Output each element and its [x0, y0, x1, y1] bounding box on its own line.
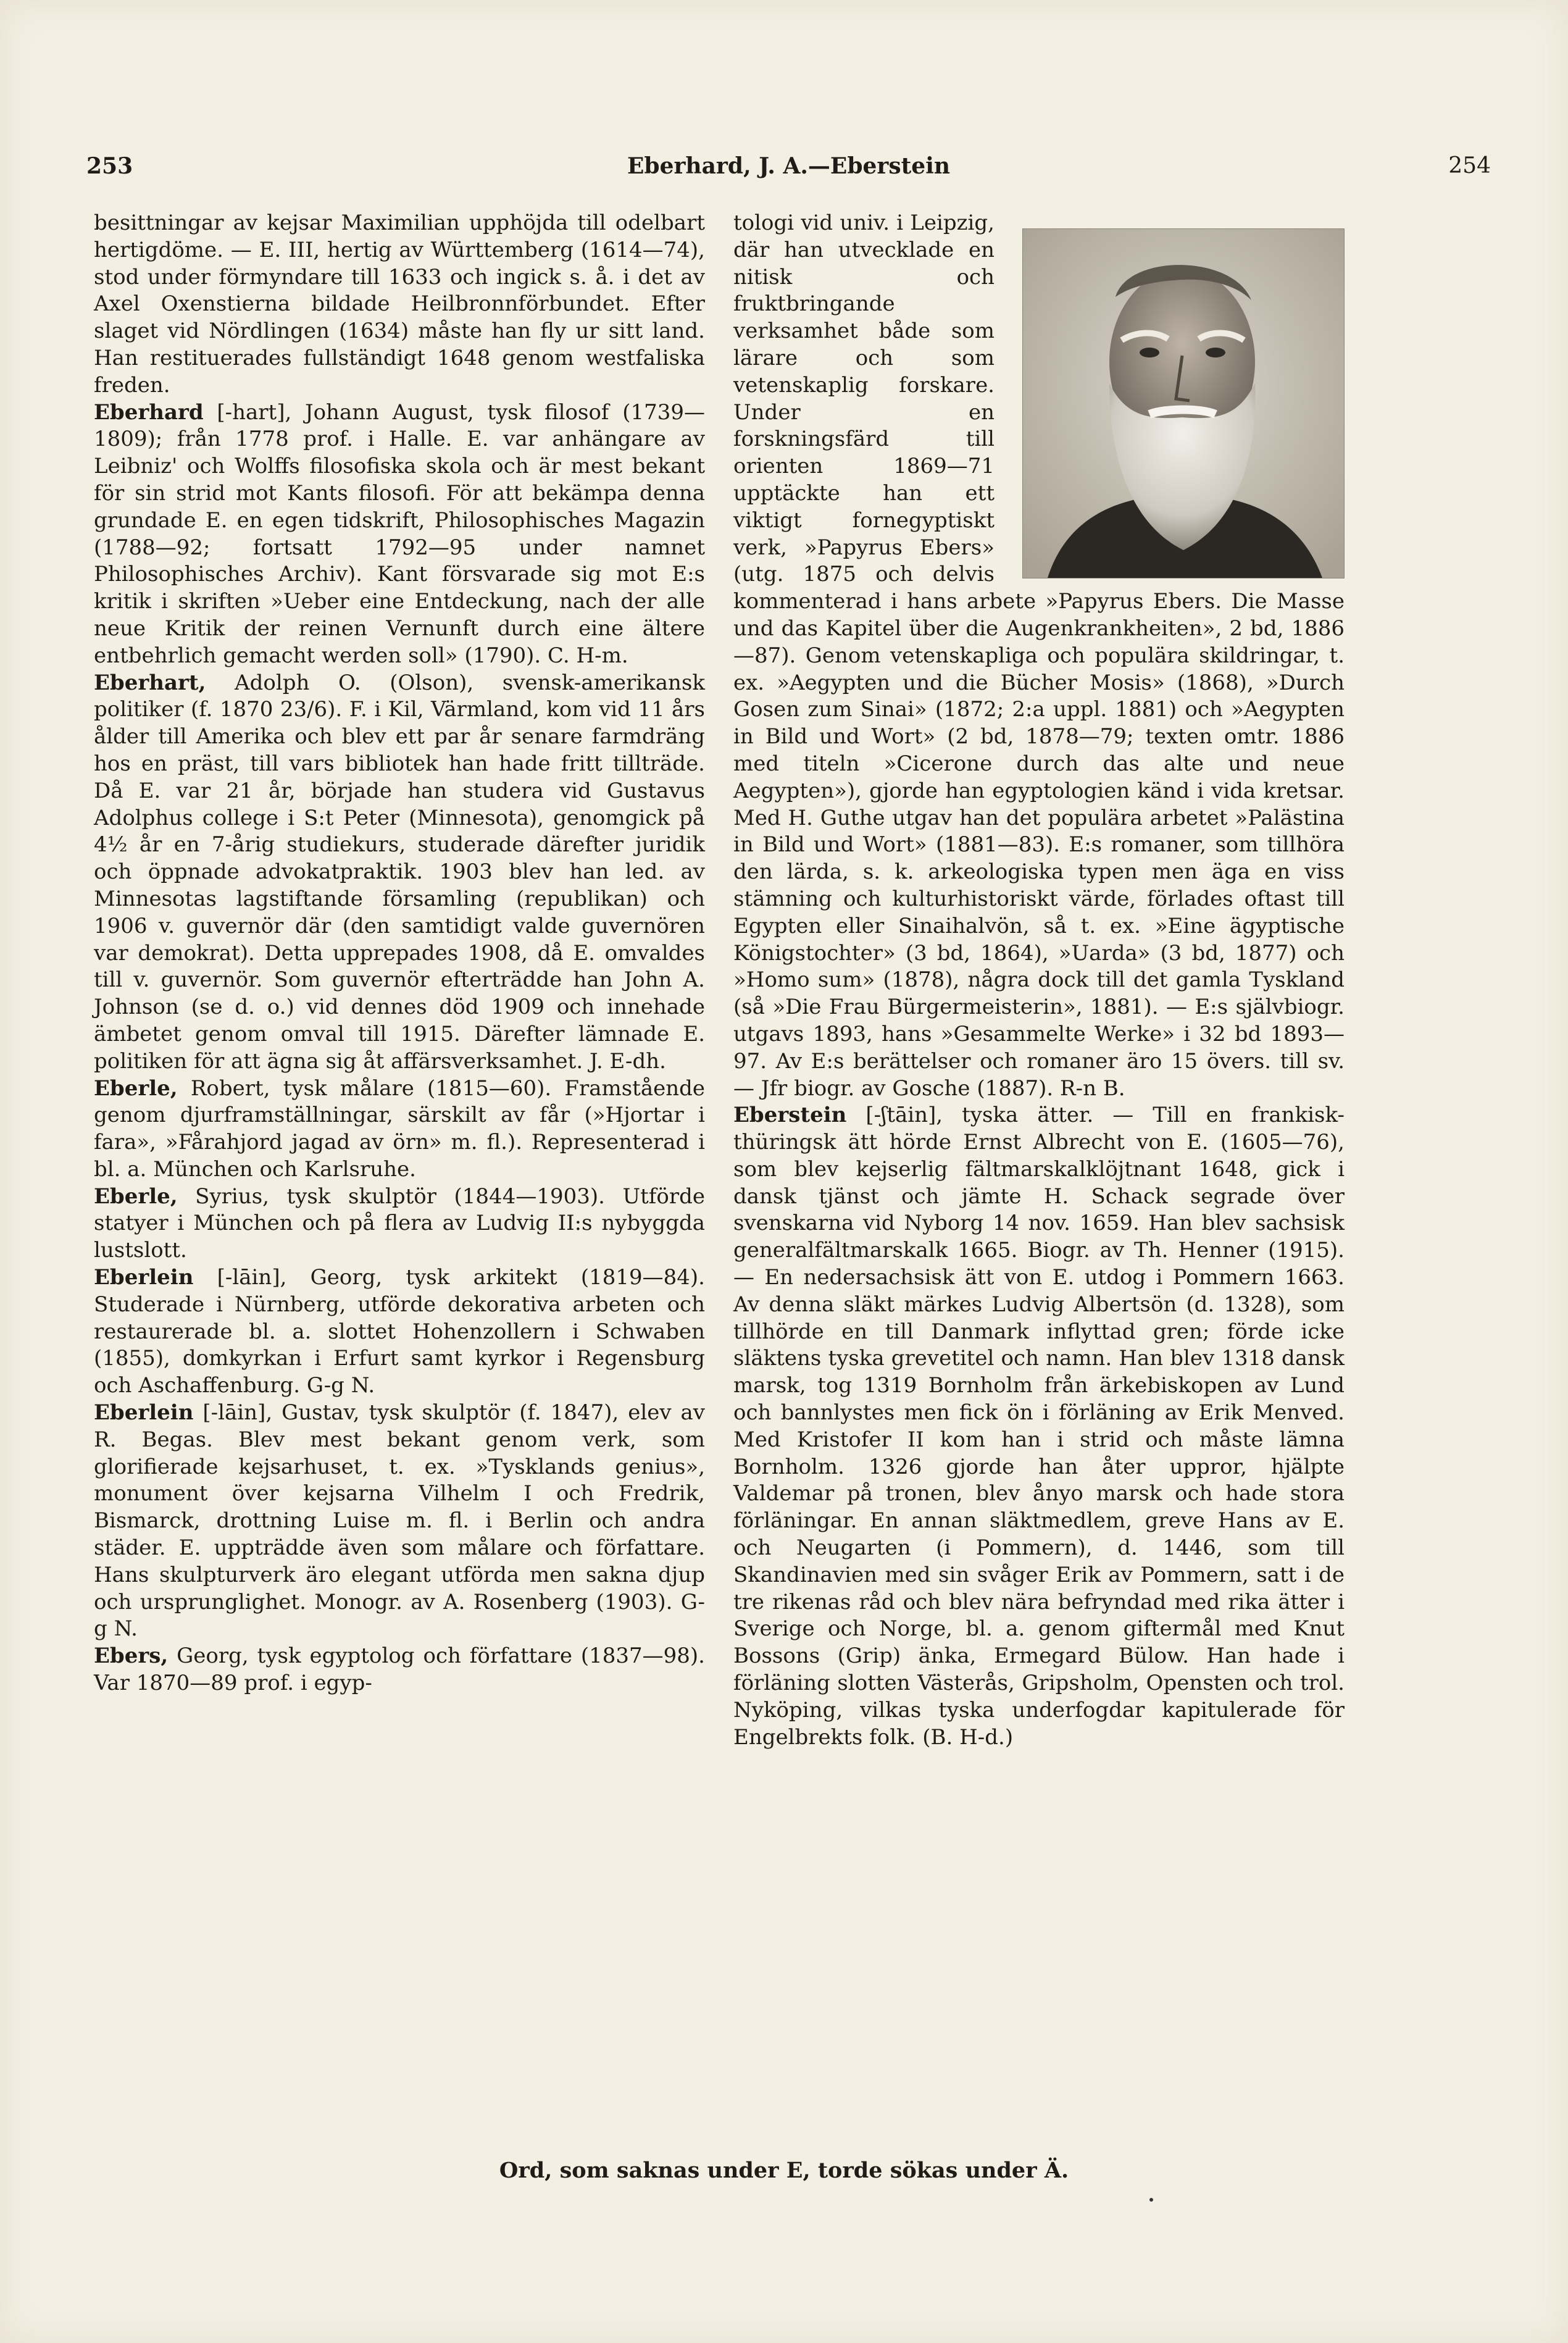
entry-headword: Eberle, [94, 1075, 178, 1101]
entry-headword: Eberstein [733, 1103, 847, 1128]
entry-text: [-hart], Johann August, tysk filosof (1739—1809); från 1778 prof. i Halle. E. var anhängare av Leibniz' och Wolffs filosofiska skola och är mest bekant för sin strid mot Kants filosofi. För att bekämpa denna grundade E. en egen tidskrift, Philosophisches Magazin (1788—92; fortsatt 1792—95 under namnet Philosophisches Archiv). Kant försvarade sig mot E:s kritik i skriften »Ueber eine Entdeckung, nach der alle neue Kritik der reinen Vernunft durch eine ältere entbehrlich gemacht werden soll» (1790). C. H-m. [94, 399, 705, 668]
entry-text: Robert, tysk målare (1815—60). Framstående genom djurframställningar, särskilt av får (»Hjortar i fara», »Fårahjord jagad av örn» m. fl.). Representerad i bl. a. München och Karlsruhe. [94, 1075, 705, 1182]
page-number-left: 253 [86, 153, 133, 179]
entry-eberle-robert [94, 1075, 705, 1184]
entry-text: [-lāin], Georg, tysk arkitekt (1819—84). Studerade i Nürnberg, utförde dekorativa arbeten och restaurerade bl. a. slottet Hohenzollern i Schwaben (1855), domkyrkan i Erfurt samt kyrkor i Regensburg och Aschaffenburg. G-g N. [94, 1265, 705, 1398]
portrait-photo [1022, 228, 1345, 578]
entry-headword: Eberhart, [94, 670, 206, 695]
entry-headword: Eberle, [94, 1184, 178, 1209]
footer-note: Ord, som saknas under E, torde sökas under Ä. [499, 2158, 1069, 2183]
entry-eberle-syrius [94, 1184, 705, 1264]
printer-dot [1149, 2198, 1153, 2202]
entry-eberlein-georg [94, 1264, 705, 1400]
entry-text: Adolph O. (Olson), svensk-amerikansk politiker (f. 1870 23/6). F. i Kil, Värmland, kom vid 11 års ålder till Amerika och blev ett par år senare farmdräng hos en präst, till vars bibliotek han hade fritt tillträde. Då E. var 21 år, började han studera vid Gustavus Adolphus college i S:t Peter (Minnesota), genomgick på 4½ år en 7-årig studiekurs, studerade därefter juridik och öppnade advokatpraktik. 1903 blev han led. av Minnesotas lagstiftande församling (republikan) och 1906 v. guvernör där (den samtidigt valde guvernören var demokrat). Detta upprepades 1908, då E. omvaldes till v. guvernör. Som guvernör efterträdde han John A. Johnson (se d. o.) vid dennes död 1909 och innehade ämbetet genom omval till 1915. Därefter lämnade E. politiken för att ägna sig åt affärsverksamhet. J. E-dh. [94, 670, 705, 1074]
entry-text: tologi vid univ. i Leipzig, där han utvecklade en nitisk och fruktbringande verksamhet både som lärare och som vetenskaplig forskare. Under en forskningsfärd till orienten 1869—71 upptäckte han ett viktigt fornegyptiskt verk, »Papyrus Ebers» (utg. 1875 och delvis kommenterad i hans arbete »Papyrus Ebers. Die Masse und das Kapitel über die Augenkrankheiten», 2 bd, 1886—87). Genom vetenskapliga och populära skildringar, t. ex. »Aegypten und die Bücher Mosis» (1868), »Durch Gosen zum Sinai» (1872; 2:a uppl. 1881) och »Aegypten in Bild und Wort» (2 bd, 1878—79; texten omtr. 1886 med titeln »Cicerone durch das alte und neue Aegypten»), gjorde han egyptologien känd i vida kretsar. Med H. Guthe utgav han det populära arbetet »Palästina in Bild und Wort» (1881—83). E:s romaner, som tillhöra den lärda, s. k. arkeologiska typen men äga en viss stämning och kulturhistoriskt värde, förlades oftast till Egypten eller Sinaihalvön, så t. ex. »Eine ägyptische Königstochter» (3 bd, 1864), »Uarda» (3 bd, 1877) och »Homo sum» (1878), några dock till det gamla Tyskland (så »Die Frau Bürgermeisterin», 1881). — E:s självbiogr. utgavs 1893, hans »Gesammelte Werke» i 32 bd 1893—97. Av E:s berättelser och romaner äro 15 övers. till sv. — Jfr biogr. av Gosche (1887). R-n B. [733, 211, 1345, 1101]
entry-ebers-georg [94, 1643, 705, 1697]
page-header [86, 153, 1491, 190]
portrait-figure [1008, 210, 1345, 579]
entry-paragraph [94, 210, 705, 399]
entry-text: [-lāin], Gustav, tysk skulptör (f. 1847), elev av R. Begas. Blev mest bekant genom verk, som glorifierade kejsarhuset, t. ex. »Tysklands genius», monument över kejsarna Vilhelm I och Fredrik, Bismarck, drottning Luise m. fl. i Berlin och andra städer. E. uppträdde även som målare och författare. Hans skulpturverk äro elegant utförda men sakna djup och ursprunglighet. Monogr. av A. Rosenberg (1903). G-g N. [94, 1400, 705, 1642]
entry-headword: Eberlein [94, 1265, 194, 1290]
entry-eberhart-adolph [94, 670, 705, 1075]
entry-text: besittningar av kejsar Maximilian upphöjda till odelbart hertigdöme. — E. III, hertig av Württemberg (1614—74), stod under förmyndare till 1633 och ingick s. å. i det av Axel Oxenstierna bildade Heilbronnförbundet. Efter slaget vid Nördlingen (1634) måste han fly ur sitt land. Han restituerades fullständigt 1648 genom westfaliska freden. [94, 211, 705, 398]
entry-text: Syrius, tysk skulptör (1844—1903). Utförde statyer i München och på flera av Ludvig II:s nybyggda lustslott. [94, 1184, 705, 1263]
entry-text: Georg, tysk egyptolog och författare (1837—98). Var 1870—89 prof. i egyp- [94, 1643, 705, 1696]
running-title: Eberhard, J. A.—Eberstein [627, 153, 951, 179]
entry-headword: Eberhard [94, 399, 204, 425]
entry-headword: Eberlein [94, 1400, 194, 1426]
entry-headword: Ebers, [94, 1643, 169, 1669]
portrait-illustration [1023, 229, 1344, 578]
left-column [94, 210, 705, 1697]
entry-eberstein [733, 1102, 1345, 1751]
page-number-right: 254 [1448, 153, 1491, 178]
entry-text: [-ʃtāin], tyska ätter. — Till en frankisk-thüringsk ätt hörde Ernst Albrecht von E. (1605—76), som blev kejserlig fältmarskalklöjtnant 1648, gick i dansk tjänst och jämte H. Schack segrade över svenskarna vid Nyborg 14 nov. 1659. Han blev sachsisk generalfältmarskalk 1665. Biogr. av Th. Henner (1915). — En nedersachsisk ätt von E. utdog i Pommern 1663. Av denna släkt märkes Ludvig Albertsön (d. 1328), som tillhörde en till Danmark inflyttad gren; förde icke släktens tyska grevetitel och namn. Han blev 1318 dansk marsk, tog 1319 Bornholm från ärkebiskopen av Lund och bannlystes men fick ön i förläning av Erik Menved. Med Kristofer II kom han i strid och måste lämna Bornholm. 1326 gjorde han åter uppror, hjälpte Valdemar på tronen, blev ånyo marsk och hade stora förläningar. En annan släktmedlem, greve Hans av E. och Neugarten (i Pommern), d. 1446, som till Skandinavien med sin svåger Erik av Pommern, satt i de tre rikenas råd och blev nära befryndad med rika ätter i Sverige och Norge, bl. a. genom giftermål med Knut Bossons (Grip) änka, Ermegard Bülow. Han hade i förläning slotten Västerås, Gripsholm, Opensten och trol. Nyköping, vilkas tyska underfogdar kapitulerade för Engelbrekts folk. (B. H-d.) [733, 1103, 1345, 1750]
entry-eberlein-gustav [94, 1400, 705, 1643]
right-column [733, 210, 1345, 1751]
entry-eberhard-johann [94, 399, 705, 670]
